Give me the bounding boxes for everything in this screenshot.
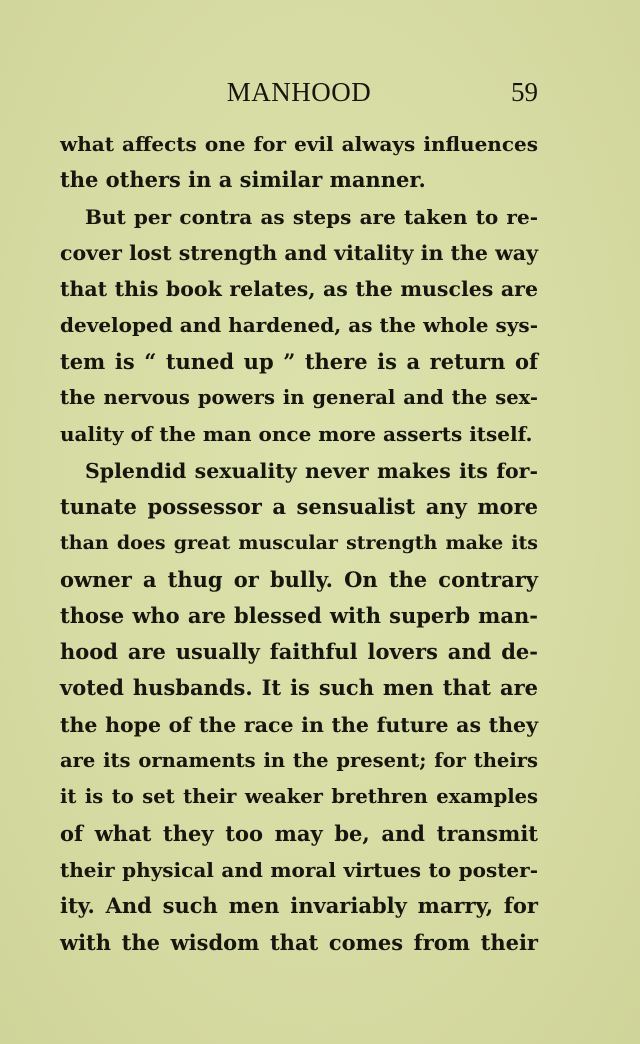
text-line: hood are usually faithful lovers and de- bbox=[60, 639, 538, 665]
body-text bbox=[60, 126, 538, 961]
text-line: the others in a similar manner. bbox=[60, 167, 426, 193]
text-line: uality of the man once more asserts itself. bbox=[60, 422, 533, 447]
text-line: tunate possessor a sensualist any more bbox=[60, 493, 538, 519]
page-number: 59 bbox=[511, 77, 538, 107]
text-line: with the wisdom that comes from their bbox=[60, 929, 538, 955]
text-line: than does great muscular strength make its bbox=[60, 532, 538, 555]
text-line: that this book relates, as the muscles are bbox=[60, 277, 538, 302]
text-line: the hope of the race in the future as they bbox=[60, 712, 538, 737]
text-line: But per contra as steps are taken to re- bbox=[85, 204, 538, 229]
text-line: it is to set their weaker brethren examples bbox=[60, 785, 538, 809]
text-line: Splendid sexuality never makes its for- bbox=[85, 458, 538, 483]
text-line: tem is “ tuned up ” there is a return of bbox=[60, 348, 538, 374]
running-title: MANHOOD bbox=[226, 77, 372, 107]
text-line: owner a thug or bully. On the contrary bbox=[60, 566, 538, 592]
text-line: are its ornaments in the present; for theirs bbox=[60, 749, 538, 773]
running-head bbox=[60, 74, 538, 110]
text-line: voted husbands. It is such men that are bbox=[60, 675, 538, 701]
text-line: developed and hardened, as the whole sys- bbox=[60, 313, 538, 338]
text-line: what affects one for evil always influences bbox=[60, 132, 538, 156]
text-line: those who are blessed with superb man- bbox=[60, 602, 538, 628]
text-line: ity. And such men invariably marry, for bbox=[60, 893, 538, 919]
text-line: their physical and moral virtues to poster- bbox=[60, 857, 538, 882]
text-line: of what they too may be, and transmit bbox=[60, 820, 538, 846]
text-line: the nervous powers in general and the sex- bbox=[60, 386, 538, 410]
text-line: cover lost strength and vitality in the way bbox=[60, 240, 538, 265]
